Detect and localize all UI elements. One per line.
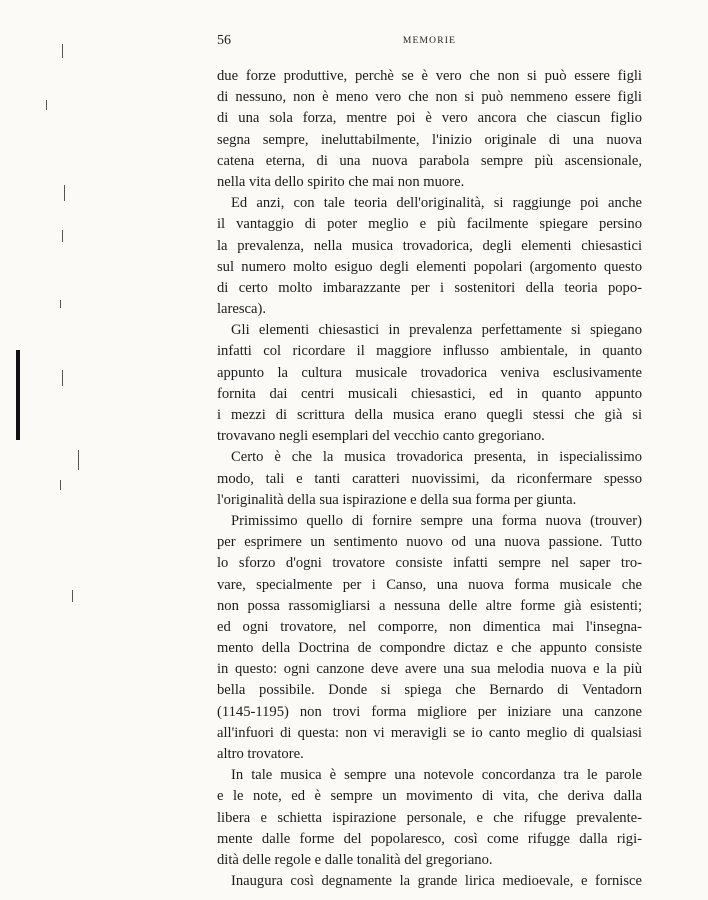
margin-mark (60, 480, 61, 490)
text-line: nella vita dello spirito che mai non muore. (217, 173, 465, 190)
text-line: fornita dai centri musicali chiesastici, ed in quanto appunto (217, 385, 642, 402)
text-line: lo sforzo d'ogni trovatore consiste infatti sempre nel saper tro- (217, 555, 642, 572)
margin-mark (62, 230, 63, 242)
text-line: il vantaggio di poter meglio e più facilmente spiegare persino (217, 216, 642, 233)
text-line: di nessuno, non è meno vero che non si può nemmeno essere figli (217, 89, 642, 106)
page-number: 56 (217, 33, 231, 48)
text-line: Ed anzi, con tale teoria dell'originalità, si raggiunge poi anche (231, 195, 642, 212)
text-line: dità delle regole e dalle tonalità del gregoriano. (217, 851, 493, 868)
text-line: in questo: ogni canzone deve avere una sua melodia nuova e la più (217, 661, 642, 678)
text-line: Primissimo quello di fornire sempre una forma nuova (trouver) (231, 512, 642, 529)
margin-mark (78, 450, 79, 470)
body-text (217, 66, 642, 892)
text-line: la prevalenza, nella musica trovadorica, degli elementi chiesastici (217, 237, 642, 254)
margin-mark (62, 370, 63, 386)
text-line: infatti col ricordare il maggiore influsso ambientale, in quanto (217, 343, 642, 360)
text-line: e le note, ed è sempre un movimento di vita, che deriva dalla (217, 788, 642, 805)
margin-mark (60, 300, 61, 308)
text-line: i mezzi di scrittura della musica erano quegli stessi che già si (217, 407, 642, 423)
text-line: Certo è che la musica trovadorica presenta, in ispecialissimo (231, 449, 642, 466)
text-line: mente dalle forme del popolaresco, così come rifugge dalla rigi- (217, 830, 642, 847)
running-title: MEMORIE (402, 36, 457, 46)
text-line: segna sempre, ineluttabilmente, l'inizio originale di una nuova (217, 131, 642, 148)
text-line: laresca). (217, 301, 267, 318)
page-header (217, 33, 642, 53)
margin-mark (62, 44, 63, 58)
text-line: di una sola forza, mentre poi è vero ancora che ciascun figlio (217, 110, 642, 127)
margin-mark (64, 185, 65, 201)
text-line: ed ogni trovatore, nel comporre, non dimentica mai l'insegna- (217, 618, 642, 635)
text-line: Gli elementi chiesastici in prevalenza perfettamente si spiegano (231, 322, 642, 339)
text-line: l'originalità della sua ispirazione e della sua forma per giunta. (217, 491, 577, 508)
text-line: mento della Doctrina de compondre dictaz e che appunto consiste (217, 640, 642, 657)
text-line: sul numero molto esiguo degli elementi popolari (argomento questo (217, 258, 642, 275)
margin-bleed-bar (16, 350, 20, 440)
text-line: altro trovatore. (217, 746, 304, 762)
text-line: libera e schietta ispirazione personale, e che rifugge prevalente- (217, 809, 642, 826)
text-line: di certo molto imbarazzante per i sostenitori della teoria popo- (217, 279, 642, 296)
text-line: all'infuori di questa: non vi meravigli se io canto meglio di qualsiasi (217, 724, 642, 741)
text-line: vare, specialmente per i Canso, una nuova forma musicale che (217, 576, 642, 593)
text-line: In tale musica è sempre una notevole concordanza tra le parole (231, 767, 642, 784)
margin-mark (72, 590, 73, 602)
text-line: (1145-1195) non trovi forma migliore per iniziare una canzone (217, 703, 642, 720)
text-line: Inaugura così degnamente la grande lirica medioevale, e fornisce (231, 873, 642, 890)
text-line: trovavano negli esemplari del vecchio canto gregoriano. (217, 428, 545, 445)
text-line: due forze produttive, perchè se è vero che non si può essere figli (217, 68, 642, 84)
text-line: bella possibile. Donde si spiega che Bernardo di Ventadorn (217, 682, 642, 699)
text-line: non possa rassomigliarsi a nessuna delle altre forme già esistenti; (217, 597, 642, 614)
text-line: per esprimere un sentimento nuovo od una nuova passione. Tutto (217, 534, 642, 551)
text-line: catena eterna, di una nuova parabola sempre più ascensionale, (217, 152, 642, 169)
text-line: modo, tali e tanti caratteri nuovissimi, da riconfermare spesso (217, 470, 642, 487)
margin-mark (46, 100, 47, 110)
text-line: appunto la cultura musicale trovadorica veniva esclusivamente (217, 364, 642, 381)
